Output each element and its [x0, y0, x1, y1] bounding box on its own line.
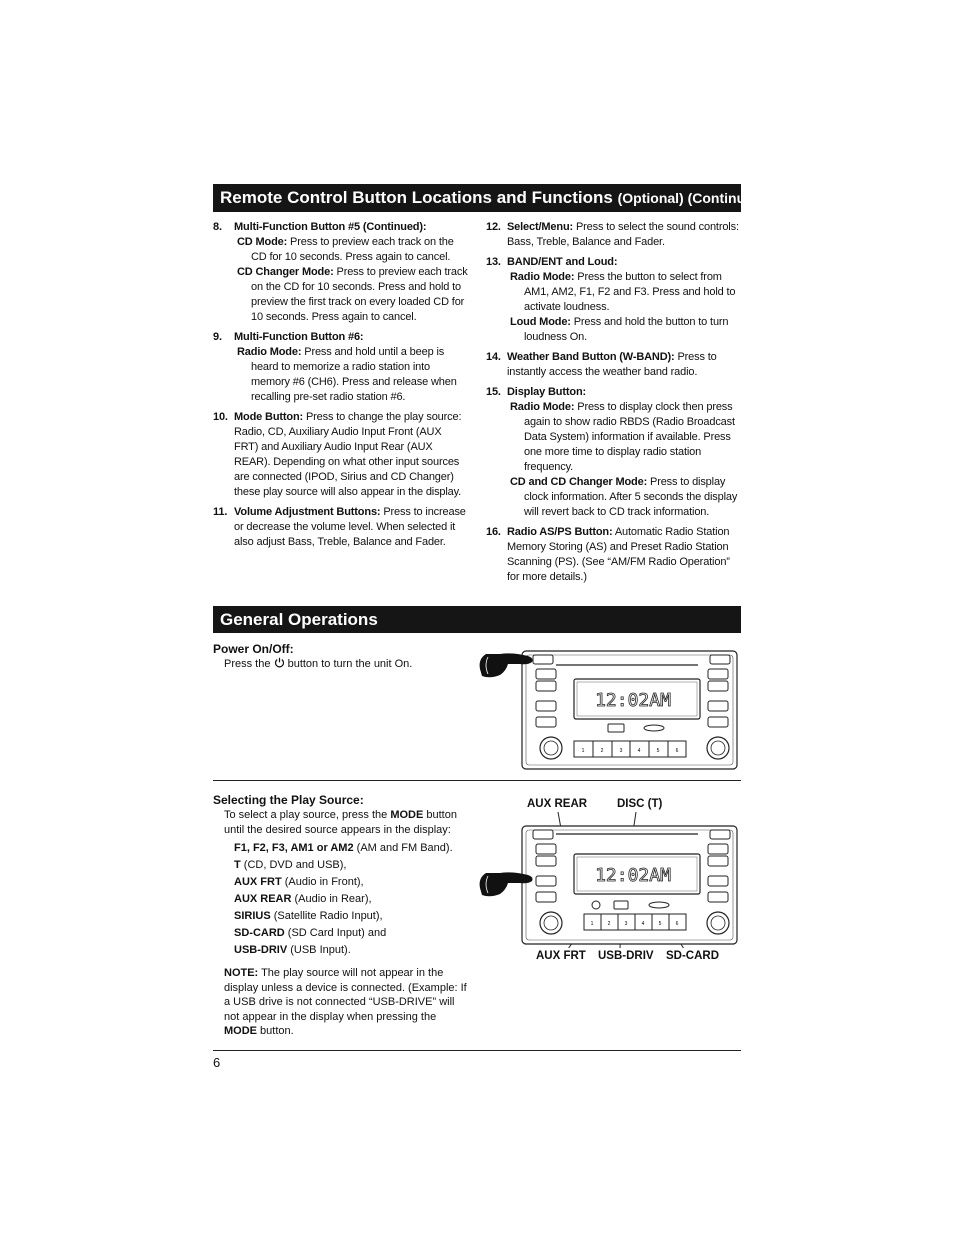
source-list: [234, 840, 453, 959]
item-number: 13.: [486, 256, 501, 268]
callout-aux-frt: AUX FRT: [536, 950, 586, 962]
list-item-9: [213, 330, 468, 405]
head-unit-illustration-source: [478, 812, 743, 948]
item-number: 8.: [213, 221, 222, 233]
svg-text:1: 1: [590, 921, 594, 927]
list-item: SD-CARD (SD Card Input) and: [234, 927, 387, 939]
clock-readout: 12:02AM: [595, 690, 671, 711]
right-column: [486, 220, 741, 590]
divider-line: [213, 780, 741, 781]
item-number: 11.: [213, 506, 228, 518]
item-number: 9.: [213, 331, 222, 343]
section-title-suffix: (Optional) (Continued): [617, 190, 767, 206]
item-sub-radio-mode: Radio Mode: Press to display clock then press again to show radio RBDS (Radio Broadcast Data System) information if available. Press one more time to display radio station frequency.: [510, 401, 735, 473]
list-item: USB-DRIV (USB Input).: [234, 944, 351, 956]
list-item: SIRIUS (Satellite Radio Input),: [234, 910, 383, 922]
section-banner-remote-control: [213, 184, 767, 212]
power-title: Power On/Off:: [213, 642, 294, 656]
section-title: General Operations: [220, 610, 378, 629]
list-item-12: [486, 220, 741, 250]
svg-text:2: 2: [607, 921, 611, 927]
section-title: Remote Control Button Locations and Functions: [220, 188, 613, 207]
callout-usb-driv: USB-DRIV: [598, 950, 654, 962]
list-item-16: [486, 525, 741, 585]
list-item-13: [486, 255, 741, 345]
item-sub-cd-changer-mode: CD Changer Mode: Press to preview each track on the CD for 10 seconds. Press and hold to preview the first track on every loaded CD for 10 seconds. Press again to cancel.: [237, 266, 468, 323]
item-body: Radio AS/PS Button: Automatic Radio Station Memory Storing (AS) and Preset Radio Station Scanning (PS). (See “AM/FM Radio Operation” for more details.): [507, 526, 730, 583]
page-number: 6: [213, 1055, 221, 1070]
item-sub-radio-mode: Radio Mode: Press the button to select from AM1, AM2, F1, F2 and F3. Press and hold to activate loudness.: [510, 271, 736, 313]
list-item: AUX FRT (Audio in Front),: [234, 876, 364, 888]
item-number: 10.: [213, 411, 228, 423]
item-title: Multi-Function Button #5 (Continued):: [234, 221, 427, 233]
head-unit-illustration-power: [478, 649, 743, 771]
list-item-15: [486, 385, 741, 520]
svg-text:4: 4: [641, 921, 645, 927]
item-sub-cd-mode: CD Mode: Press to preview each track on the CD for 10 seconds. Press again to cancel.: [237, 236, 454, 263]
list-item: F1, F2, F3, AM1 or AM2 (AM and FM Band).: [234, 842, 453, 854]
svg-text:6: 6: [675, 921, 679, 927]
callout-aux-rear: AUX REAR: [527, 798, 588, 810]
list-item-14: [486, 350, 741, 380]
source-title: Selecting the Play Source:: [213, 793, 364, 807]
svg-text:6: 6: [675, 748, 679, 754]
callout-sd-card: SD-CARD: [666, 950, 720, 962]
power-text: Press the button to turn the unit On.: [224, 658, 413, 670]
item-title: BAND/ENT and Loud:: [507, 256, 618, 268]
item-sub-cd-changer-mode: CD and CD Changer Mode: Press to display clock information. After 5 seconds the display will revert back to CD track information.: [510, 476, 738, 518]
item-body: Weather Band Button (W-BAND): Press to instantly access the weather band radio.: [507, 351, 717, 378]
svg-text:3: 3: [619, 748, 623, 754]
item-body: Volume Adjustment Buttons: Press to increase or decrease the volume level. When selected it also adjust Bass, Treble, Balance and Fader.: [234, 506, 466, 548]
list-item-11: [213, 505, 468, 550]
svg-text:3: 3: [624, 921, 628, 927]
item-title: Multi-Function Button #6:: [234, 331, 364, 343]
list-item: AUX REAR (Audio in Rear),: [234, 893, 372, 905]
svg-text:4: 4: [637, 748, 641, 754]
source-note: NOTE: The play source will not appear in the display unless a device is connected. (Example: If a USB drive is not connected “USB-DRIVE” will not appear in the display when pressing the MODE button.: [224, 967, 467, 1037]
power-icon: [274, 657, 285, 668]
left-column: [213, 220, 468, 555]
item-number: 14.: [486, 351, 501, 363]
list-item: T (CD, DVD and USB),: [234, 859, 347, 871]
item-sub-loud-mode: Loud Mode: Press and hold the button to turn loudness On.: [510, 316, 729, 343]
item-body: Select/Menu: Press to select the sound controls: Bass, Treble, Balance and Fader.: [507, 221, 739, 248]
item-title: Display Button:: [507, 386, 587, 398]
svg-text:5: 5: [658, 921, 662, 927]
list-item-8: [213, 220, 468, 325]
footer-divider: [213, 1050, 741, 1051]
item-number: 15.: [486, 386, 501, 398]
svg-text:5: 5: [656, 748, 660, 754]
source-intro: To select a play source, press the MODE button until the desired source appears in the display:: [224, 809, 457, 836]
item-sub-radio-mode: Radio Mode: Press and hold until a beep is heard to memorize a radio station into memory #6 (CH6). Press and release when recalling pre-set radio station #6.: [237, 346, 457, 403]
svg-text:1: 1: [581, 748, 585, 754]
section-banner-general-operations: [213, 606, 741, 633]
item-body: Mode Button: Press to change the play source: Radio, CD, Auxiliary Audio Input Front (AUX FRT) and Auxiliary Audio Input Rear (AUX REAR). Depending on what other input sources are connected (IPOD, Sirius and CD Changer) these play source will also appear in the display.: [234, 411, 462, 498]
clock-readout: 12:02AM: [595, 865, 671, 886]
svg-text:2: 2: [600, 748, 604, 754]
list-item-10: [213, 410, 468, 500]
item-number: 12.: [486, 221, 501, 233]
item-number: 16.: [486, 526, 501, 538]
callout-disc: DISC (T): [617, 798, 663, 810]
